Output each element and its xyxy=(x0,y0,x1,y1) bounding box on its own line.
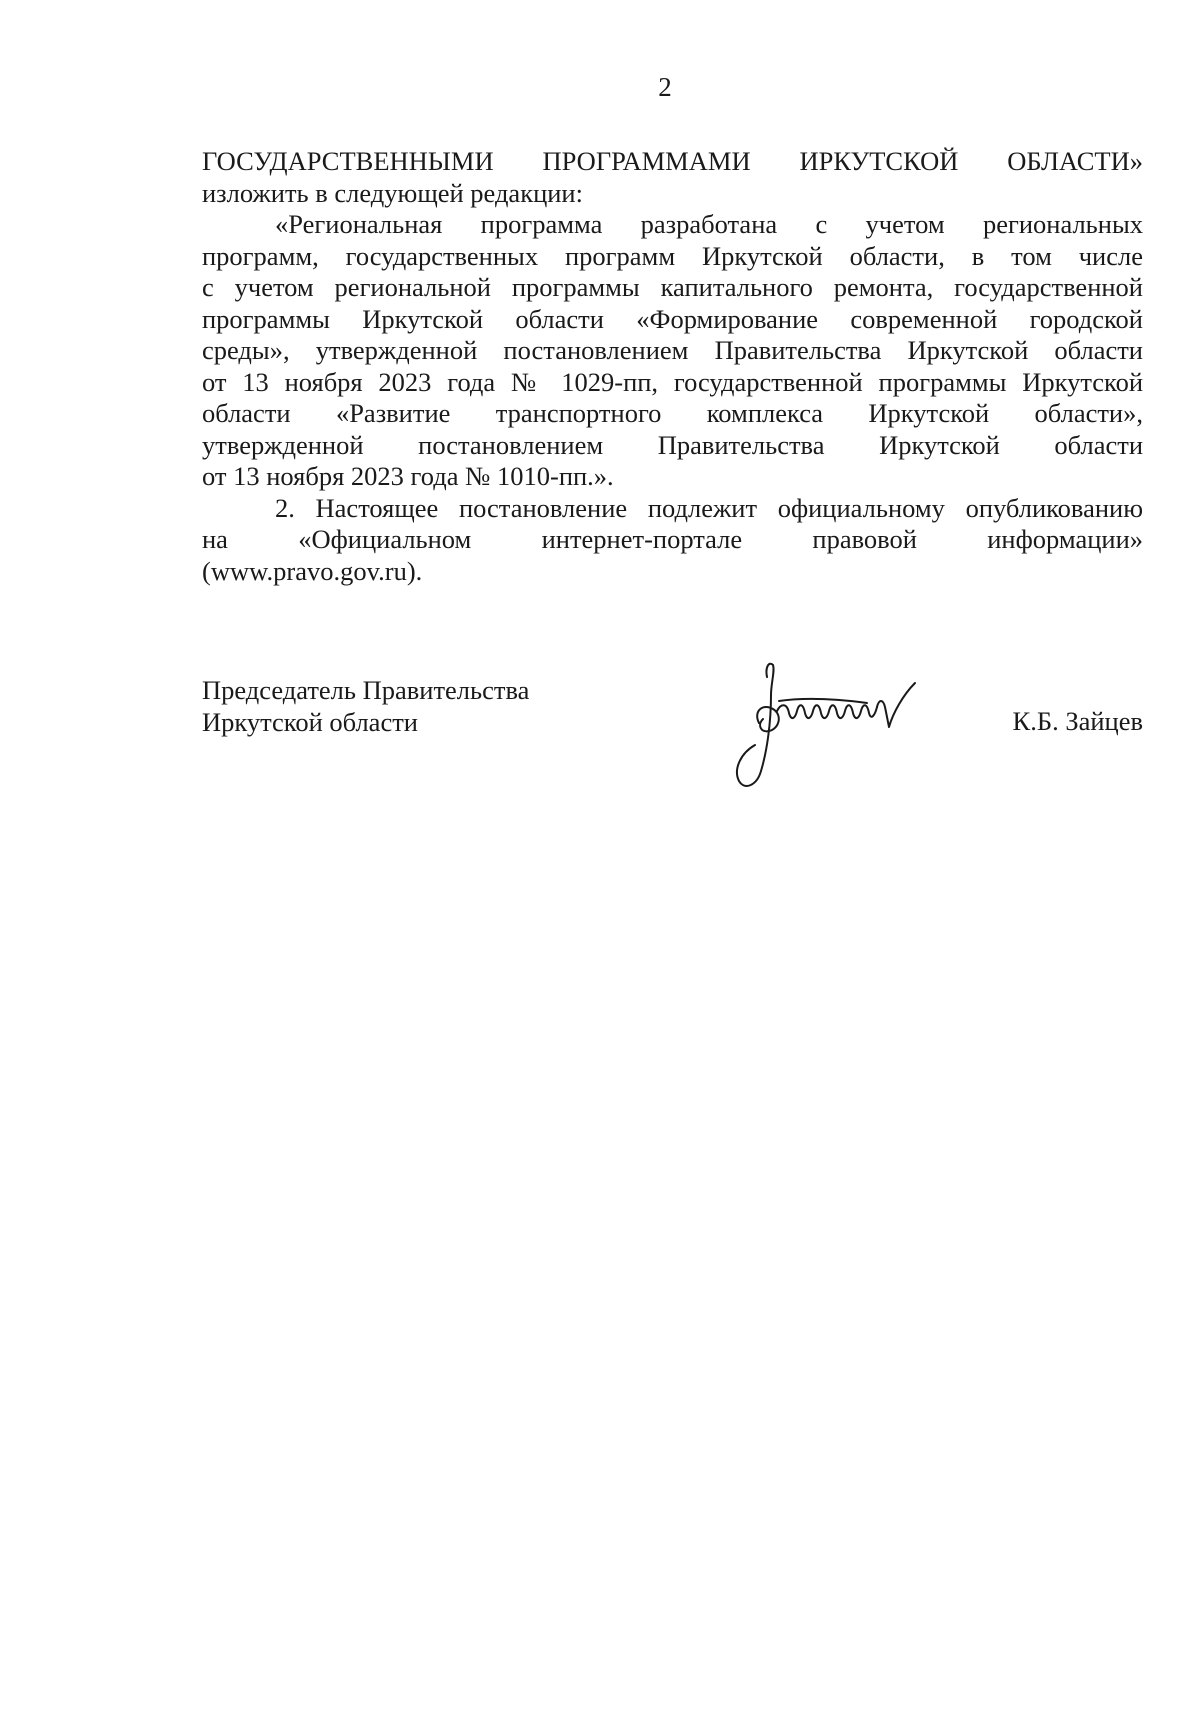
body-line: ГОСУДАРСТВЕННЫМИ ПРОГРАММАМИ ИРКУТСКОЙ ОБЛАСТИ» xyxy=(202,146,1143,176)
body-line: с учетом региональной программы капитального ремонта, государственной xyxy=(202,272,1143,302)
page-number: 2 xyxy=(658,72,672,102)
body-line: среды», утвержденной постановлением Правительства Иркутской области xyxy=(202,335,1143,365)
body-line: программы Иркутской области «Формирование современной городской xyxy=(202,303,1143,334)
body-line: на «Официальном интернет-портале правовой информации» xyxy=(202,524,1143,554)
document-body xyxy=(202,146,1143,587)
signatory-position-line: Иркутской области xyxy=(202,706,418,737)
body-line: «Региональная программа разработана с учетом региональных xyxy=(275,209,1143,239)
handwritten-signature xyxy=(717,653,947,803)
signatory-position xyxy=(202,675,529,738)
body-line: изложить в следующей редакции: xyxy=(202,177,583,208)
signatory-name: К.Б. Зайцев xyxy=(1012,706,1143,736)
body-line: области «Развитие транспортного комплекса Иркутской области», xyxy=(202,398,1143,428)
signature-block xyxy=(202,675,1143,815)
body-line: программ, государственных программ Иркутской области, в том числе xyxy=(202,240,1143,271)
body-line: от 13 ноября 2023 года № 1029-пп, государственной программы Иркутской xyxy=(202,366,1143,397)
body-line: от 13 ноября 2023 года № 1010-пп.». xyxy=(202,461,614,491)
body-line: 2. Настоящее постановление подлежит официальному опубликованию xyxy=(275,492,1143,523)
signatory-position-line: Председатель Правительства xyxy=(202,675,530,705)
body-line: утвержденной постановлением Правительства Иркутской области xyxy=(202,429,1143,460)
body-line: (www.pravo.gov.ru). xyxy=(202,555,423,586)
